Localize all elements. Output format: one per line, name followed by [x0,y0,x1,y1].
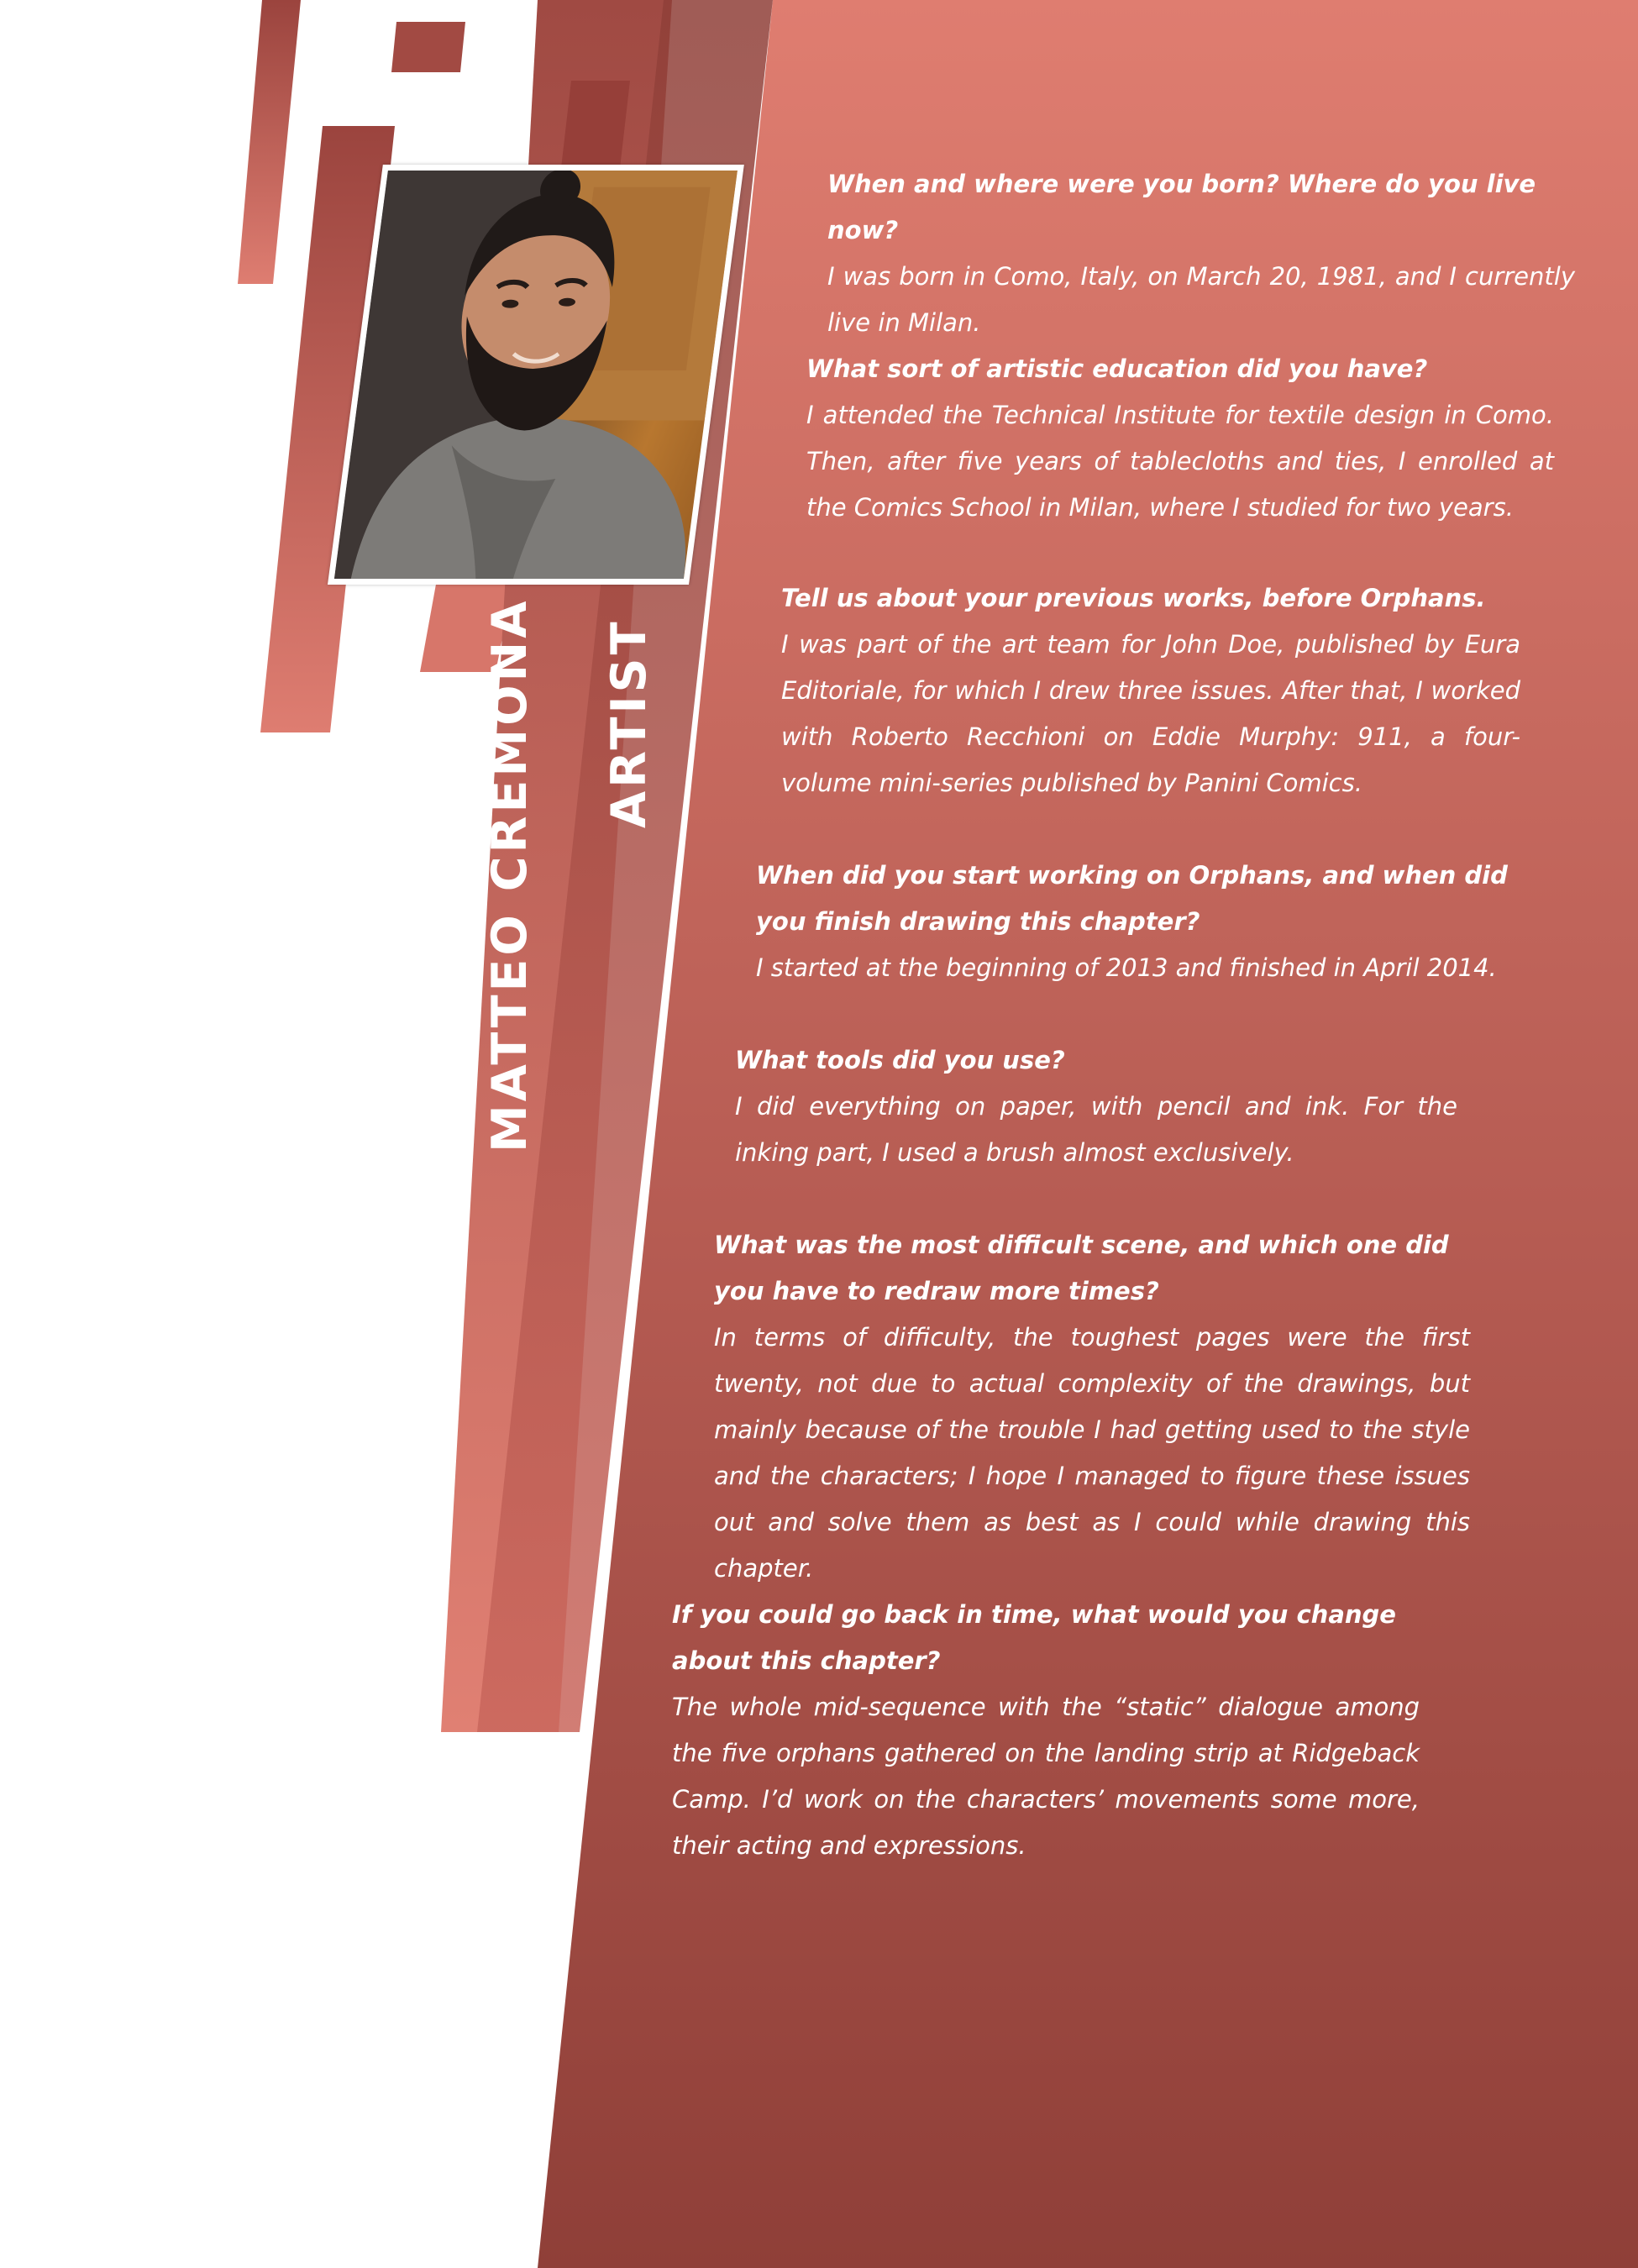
stripe [391,22,465,72]
question: If you could go back in time, what would you change about this chapter? [672,1600,1396,1675]
artist-name: MATTEO CREMONA [482,597,538,1152]
answer: I was born in Como, Italy, on March 20, 1981, and I currently live in Milan. [827,262,1575,337]
answer: I was part of the art team for John Doe, published by Eura Editoriale, for which I drew three issues. After that, I worked with Roberto Recchioni on Eddie Murphy: 911, a four-volume mini-series published by Panini Comics. [781,630,1521,797]
qa-block-difficult-scene [714,1222,1470,1592]
question: What was the most difficult scene, and which one did you have to redraw more times? [714,1231,1449,1305]
stripe [561,81,630,168]
title-eddie-murphy: Eddie Murphy: 911 [1152,722,1404,751]
qa-block-previous-works [781,575,1520,806]
qa-block-born [827,161,1575,346]
answer: I started at the beginning of 2013 and finished in April 2014. [756,953,1497,982]
answer: I did everything on paper, with pencil and ink. For the inking part, I used a brush almost exclusively. [735,1092,1457,1167]
question: What sort of artistic education did you have? [806,354,1428,383]
question: Tell us about your previous works, before Orphans. [781,584,1486,612]
title-orphans: Orphans [1189,861,1305,890]
answer: I attended the Technical Institute for textile design in Como. Then, after five years of tablecloths and ties, I enrolled at the Comics School in Milan, where I studied for two years. [806,401,1554,522]
question: When did you start working on Orphans, and when did you finish drawing this chapter? [756,861,1508,936]
title-orphans: Orphans [1360,584,1477,612]
question: When and where were you born? Where do you live now? [827,170,1536,244]
portrait-photo [334,171,738,579]
qa-block-education [806,346,1554,531]
title-john-doe: John Doe [1164,630,1278,659]
qa-block-change [672,1592,1420,1869]
qa-block-timeline [756,853,1508,991]
qa-block-tools [735,1037,1457,1176]
artist-role: ARTIST [601,618,657,828]
portrait-frame [328,165,744,585]
answer: In terms of difficulty, the toughest pages were the first twenty, not due to actual complexity of the drawings, but mainly because of the trouble I had getting used to the style and the characters; I hope I managed to figure these issues out and solve them as best as I could while drawing this chapter. [714,1323,1470,1583]
answer: The whole mid-sequence with the “static” dialogue among the five orphans gathered on the landing strip at Ridgeback Camp. I’d work on the characters’ movements some more, their acting and expressions. [672,1693,1420,1860]
stripe [238,0,301,284]
question: What tools did you use? [735,1046,1065,1074]
